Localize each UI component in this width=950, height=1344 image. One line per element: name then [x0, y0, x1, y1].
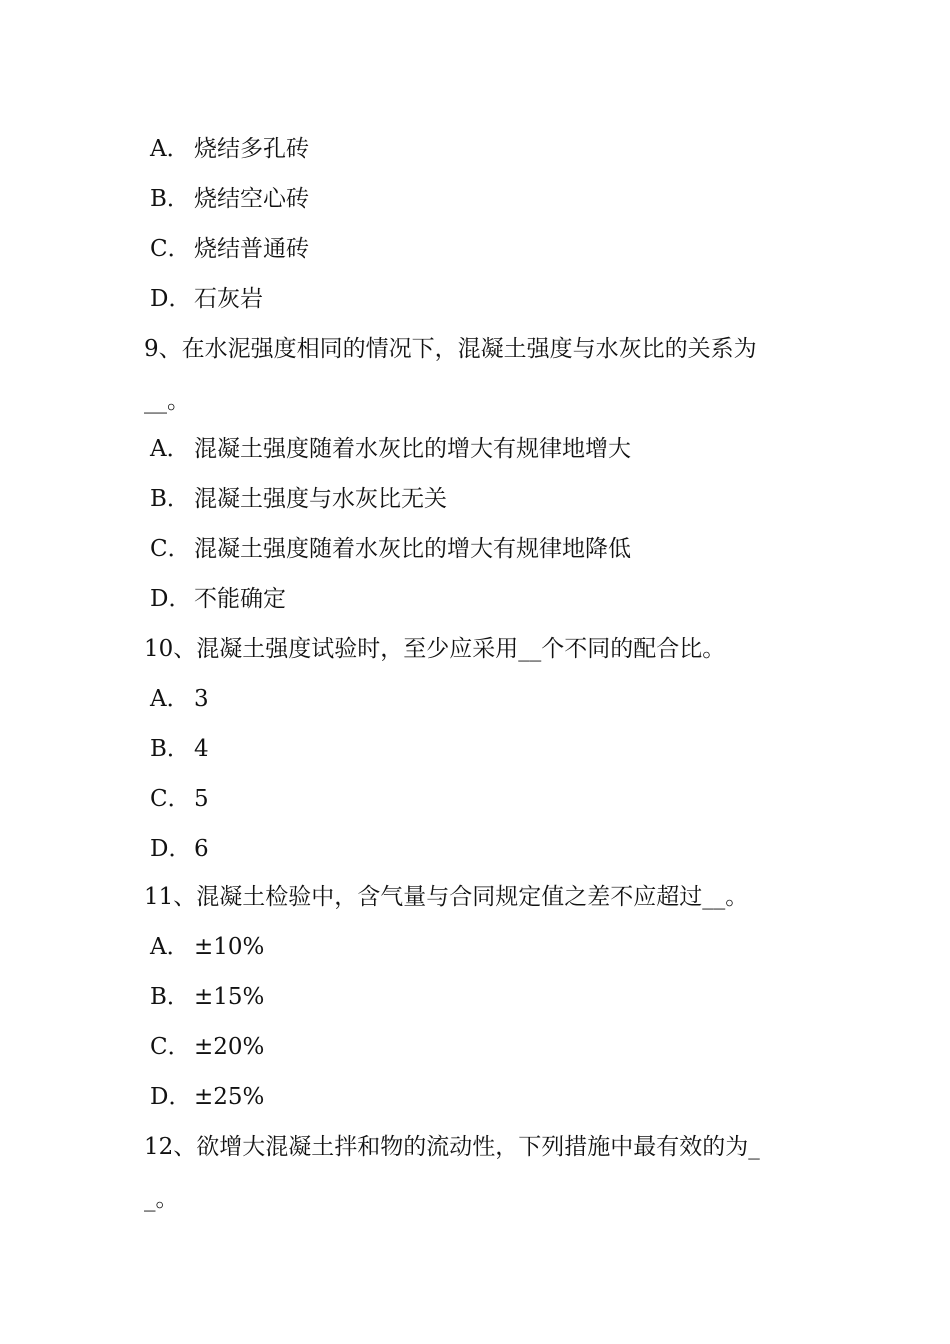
option-letter: A．: [150, 136, 190, 162]
option-letter: C．: [150, 786, 191, 812]
q11-option-d: [150, 1082, 264, 1112]
option-text: 烧结多孔砖: [194, 136, 309, 162]
option-text: 4: [194, 736, 209, 762]
q9-option-c: [150, 534, 631, 564]
option-text: 烧结普通砖: [194, 236, 309, 262]
option-text: ±15%: [194, 984, 265, 1010]
option-text: 不能确定: [194, 586, 286, 612]
option-letter: A．: [150, 436, 190, 462]
option-text: 6: [194, 836, 209, 862]
option-text: 混凝土强度随着水灰比的增大有规律地降低: [194, 536, 631, 562]
q11-option-a: [150, 932, 264, 962]
question-12-line-1: 12、欲增大混凝土拌和物的流动性，下列措施中最有效的为_: [144, 1134, 760, 1160]
option-letter: C．: [150, 236, 191, 262]
option-text: ±10%: [194, 934, 265, 960]
option-letter: C．: [150, 536, 191, 562]
question-9-line-1: 9、在水泥强度相同的情况下，混凝土强度与水灰比的关系为: [144, 336, 757, 362]
q8-option-a: [150, 134, 309, 164]
option-letter: A．: [150, 686, 190, 712]
option-text: ±20%: [194, 1034, 265, 1060]
option-letter: B．: [150, 186, 190, 212]
q9-option-a: [150, 434, 631, 464]
option-letter: D．: [150, 286, 192, 312]
option-letter: D．: [150, 586, 192, 612]
option-text: 烧结空心砖: [194, 186, 309, 212]
option-text: 3: [194, 686, 209, 712]
option-text: 混凝土强度与水灰比无关: [194, 486, 447, 512]
q9-option-d: [150, 584, 286, 614]
q10-option-b: [150, 734, 209, 764]
question-12-line-2: _。: [144, 1186, 179, 1212]
option-letter: A．: [150, 934, 190, 960]
option-text: 混凝土强度随着水灰比的增大有规律地增大: [194, 436, 631, 462]
question-11: 11、混凝土检验中，含气量与合同规定值之差不应超过__。: [144, 884, 749, 910]
option-text: ±25%: [194, 1084, 265, 1110]
q11-option-c: [150, 1032, 264, 1062]
option-letter: B．: [150, 736, 190, 762]
q8-option-d: [150, 284, 263, 314]
option-text: 5: [194, 786, 209, 812]
question-10: 10、混凝土强度试验时，至少应采用__个不同的配合比。: [144, 636, 726, 662]
option-letter: B．: [150, 486, 190, 512]
question-9-line-2: __。: [144, 388, 190, 414]
q10-option-a: [150, 684, 209, 714]
q11-option-b: [150, 982, 264, 1012]
option-letter: D．: [150, 1084, 192, 1110]
option-letter: C．: [150, 1034, 191, 1060]
q8-option-c: [150, 234, 309, 264]
option-text: 石灰岩: [194, 286, 263, 312]
q10-option-c: [150, 784, 209, 814]
q8-option-b: [150, 184, 309, 214]
option-letter: D．: [150, 836, 192, 862]
q9-option-b: [150, 484, 447, 514]
option-letter: B．: [150, 984, 190, 1010]
q10-option-d: [150, 834, 209, 864]
